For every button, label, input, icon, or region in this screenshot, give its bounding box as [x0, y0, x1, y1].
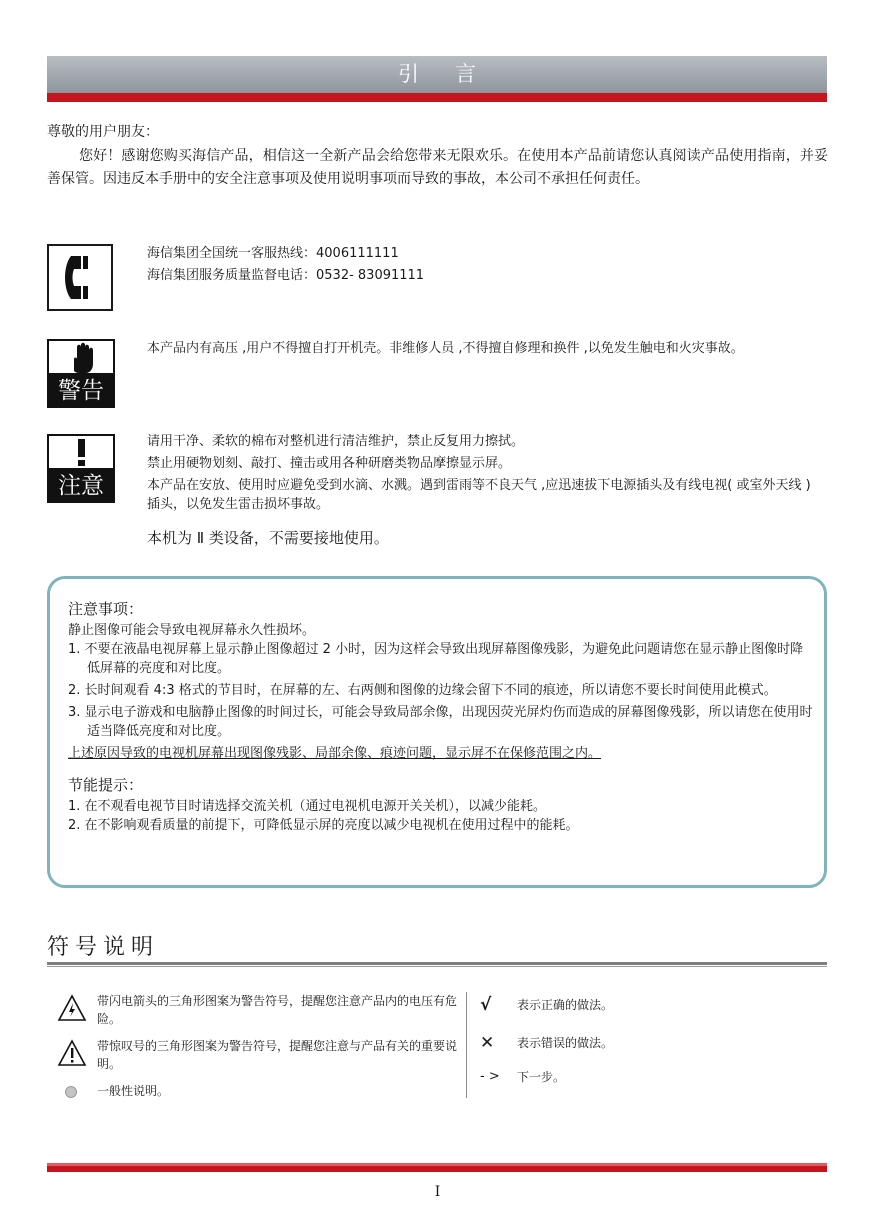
lightning-triangle-icon [57, 994, 87, 1027]
caution-item: 禁止用硬物划刻、敲打、撞击或用各种研磨类物品摩擦显示屏。 [147, 456, 512, 471]
energy-title: 节能提示： [68, 776, 144, 794]
check-mark-icon: √ [480, 995, 492, 1015]
caution-list [147, 432, 827, 517]
page-number: I [434, 1184, 441, 1200]
warranty-note: 上述原因导致的电视机屏幕出现图像残影、局部余像、痕迹问题，显示屏不在保修范围之内。 [68, 746, 602, 761]
warning-hand-icon [47, 339, 115, 408]
exclamation-triangle-icon [57, 1039, 87, 1072]
caution-item: 本产品在安放、使用时应避免受到水滴、水溅。遇到雷雨等不良天气 ,应迅速拔下电源插头及有线电视( 或室外天线 ) 插头，以免发生雷击损坏事故。 [147, 478, 811, 512]
footer-highlight [47, 1163, 827, 1166]
notice-item: 2. 长时间观看 4:3 格式的节目时，在屏幕的左、右两侧和图像的边缘会留下不同的痕迹，所以请您不要长时间使用此模式。 [68, 683, 777, 698]
energy-item: 1. 在不观看电视节目时请选择交流关机（通过电视机电源开关关机），以减少能耗。 [68, 799, 547, 814]
section-rule [47, 962, 827, 965]
notice-title: 注意事项： [68, 600, 144, 618]
symbol-row [480, 996, 810, 1014]
column-divider [466, 992, 467, 1098]
warning-text: 本产品内有高压 ,用户不得擅自打开机壳。非维修人员 ,不得擅自修理和换件 ,以免发生触电和火灾事故。 [147, 341, 744, 356]
notice-subtitle: 静止图像可能会导致电视屏幕永久性损坏。 [68, 623, 316, 638]
symbol-desc: 表示错误的做法。 [517, 1036, 614, 1050]
symbol-desc: 一般性说明。 [97, 1084, 170, 1098]
symbol-list-left [57, 992, 457, 1109]
notice-item: 1. 不要在液晶电视屏幕上显示静止图像超过 2 小时，因为这样会导致出现屏幕图像残影，为避免此问题请您在显示静止图像时降低屏幕的亮度和对比度。 [68, 642, 804, 676]
header-banner [47, 56, 827, 93]
notice-item: 3. 显示电子游戏和电脑静止图像的时间过长，可能会导致局部余像，出现因荧光屏灼伤而造成的屏幕图像残影，所以请您在使用时适当降低亮度和对比度。 [68, 705, 813, 739]
symbol-desc: 表示正确的做法。 [517, 998, 614, 1012]
device-class-note: 本机为 Ⅱ 类设备，不需要接地使用。 [147, 529, 389, 547]
symbol-row [57, 1037, 457, 1073]
greeting: 尊敬的用户朋友： [47, 124, 159, 140]
symbol-desc: 下一步。 [517, 1070, 566, 1084]
header-red-rule [47, 93, 827, 102]
hotline-info [147, 243, 787, 287]
next-step-arrow-icon: - > [480, 1069, 500, 1084]
symbol-row [57, 1082, 457, 1100]
energy-item: 2. 在不影响观看质量的前提下，可降低显示屏的亮度以减少电视机在使用过程中的能耗。 [68, 818, 579, 833]
notice-content [68, 597, 813, 835]
intro-body: 您好！感谢您购买海信产品，相信这一全新产品会给您带来无限欢乐。在使用本产品前请您认真阅读产品使用指南，并妥善保管。因违反本手册中的安全注意事项及使用说明事项而导致的事故，本公司不承担任何责任。 [47, 147, 828, 187]
hand-icon [47, 339, 115, 375]
symbols-title: 符号说明 [47, 935, 160, 960]
exclamation-icon [47, 434, 115, 470]
caution-item: 请用干净、柔软的棉布对整机进行清洁维护，禁止反复用力擦拭。 [147, 434, 525, 449]
section-rule-thin [47, 966, 827, 967]
symbol-row [57, 992, 457, 1028]
warning-label: 警告 [58, 378, 104, 404]
page-title: 引言 [398, 62, 512, 86]
caution-icon [47, 434, 115, 503]
symbol-list-right [480, 996, 810, 1086]
symbol-row [480, 1068, 810, 1086]
symbol-row [480, 1034, 810, 1052]
symbol-desc: 带惊叹号的三角形图案为警告符号，提醒您注意与产品有关的重要说明。 [97, 1039, 458, 1071]
cross-mark-icon: ✕ [480, 1033, 495, 1053]
intro-section [47, 121, 828, 192]
hotline-line-2: 海信集团服务质量监督电话：0532- 83091111 [147, 268, 425, 283]
symbol-desc: 带闪电箭头的三角形图案为警告符号，提醒您注意产品内的电压有危险。 [97, 994, 458, 1026]
gray-dot-icon [64, 1085, 78, 1104]
phone-icon [47, 244, 113, 311]
hotline-line-1: 海信集团全国统一客服热线：4006111111 [147, 246, 399, 261]
caution-label: 注意 [58, 473, 104, 499]
